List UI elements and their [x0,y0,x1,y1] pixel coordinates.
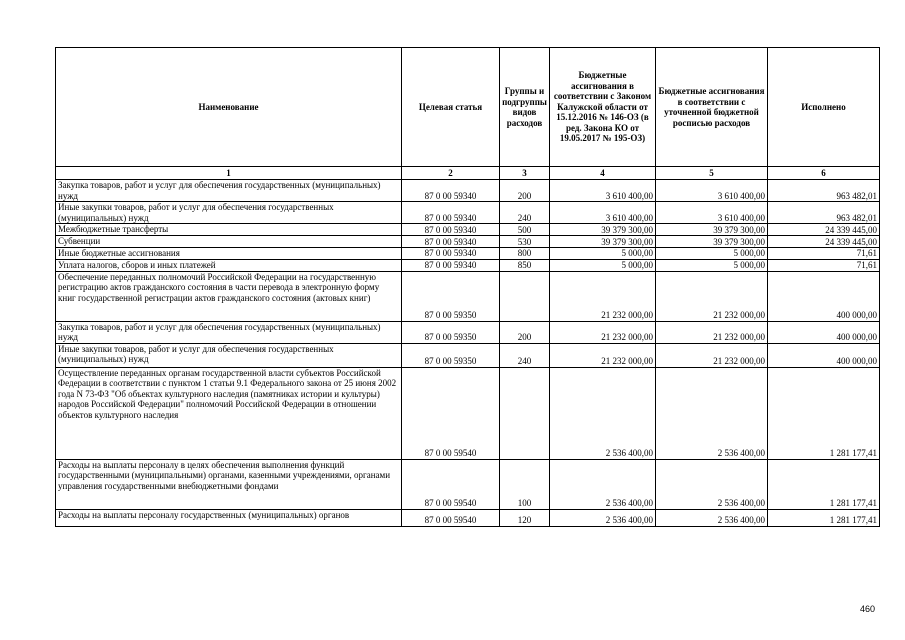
column-number: 1 [56,167,402,180]
cell-done: 71,61 [768,248,880,260]
cell-name: Иные закупки товаров, работ и услуг для обеспечения государственных (муниципальных) нужд [56,202,402,224]
cell-target: 87 0 00 59340 [402,248,500,260]
header-target: Целевая статья [402,48,500,167]
cell-name: Закупка товаров, работ и услуг для обеспечения государственных (муниципальных) нужд [56,180,402,202]
cell-law: 2 536 400,00 [550,367,656,459]
cell-target: 87 0 00 59540 [402,459,500,509]
cell-done: 1 281 177,41 [768,367,880,459]
table-row [56,509,880,526]
cell-law: 2 536 400,00 [550,509,656,526]
cell-target: 87 0 00 59340 [402,236,500,248]
cell-group: 530 [500,236,550,248]
cell-target: 87 0 00 59340 [402,259,500,271]
header-law: Бюджетные ассигнования в соответствии с Законом Калужской области от 15.12.2016 № 146-ОЗ (в ред. Закона КО от 19.05.2017 № 195-ОЗ) [550,48,656,167]
cell-roster: 3 610 400,00 [656,202,768,224]
cell-done: 400 000,00 [768,343,880,367]
cell-roster: 39 379 300,00 [656,236,768,248]
cell-done: 963 482,01 [768,202,880,224]
table-body [56,180,880,527]
cell-name: Иные бюджетные ассигнования [56,248,402,260]
cell-name: Закупка товаров, работ и услуг для обеспечения государственных (муниципальных) нужд [56,321,402,343]
cell-law: 21 232 000,00 [550,271,656,321]
cell-group: 200 [500,180,550,202]
cell-group: 800 [500,248,550,260]
header-row [56,48,880,167]
cell-law: 21 232 000,00 [550,343,656,367]
cell-done: 1 281 177,41 [768,509,880,526]
table-row [56,321,880,343]
table-row [56,202,880,224]
column-number: 2 [402,167,500,180]
cell-done: 71,61 [768,259,880,271]
cell-target: 87 0 00 59350 [402,343,500,367]
cell-name: Уплата налогов, сборов и иных платежей [56,259,402,271]
table-row [56,459,880,509]
cell-law: 3 610 400,00 [550,202,656,224]
cell-law: 39 379 300,00 [550,236,656,248]
cell-target: 87 0 00 59340 [402,224,500,236]
table-row [56,248,880,260]
cell-done: 400 000,00 [768,321,880,343]
column-number: 5 [656,167,768,180]
cell-target: 87 0 00 59350 [402,321,500,343]
cell-roster: 2 536 400,00 [656,509,768,526]
cell-group: 850 [500,259,550,271]
table-row [56,271,880,321]
cell-done: 963 482,01 [768,180,880,202]
cell-law: 2 536 400,00 [550,459,656,509]
cell-group: 240 [500,343,550,367]
cell-law: 5 000,00 [550,259,656,271]
cell-roster: 39 379 300,00 [656,224,768,236]
cell-law: 21 232 000,00 [550,321,656,343]
cell-group: 100 [500,459,550,509]
cell-roster: 21 232 000,00 [656,271,768,321]
cell-name: Обеспечение переданных полномочий Российской Федерации на государственную регистрацию актов гражданского состояния в части перевода в электронную форму книг государственной регистрации актов гражданского состояния (актовых книг) [56,271,402,321]
cell-law: 3 610 400,00 [550,180,656,202]
table-row [56,180,880,202]
cell-done: 1 281 177,41 [768,459,880,509]
column-number-row [56,167,880,180]
cell-roster: 3 610 400,00 [656,180,768,202]
cell-roster: 2 536 400,00 [656,459,768,509]
cell-name: Иные закупки товаров, работ и услуг для обеспечения государственных (муниципальных) нужд [56,343,402,367]
cell-name: Субвенции [56,236,402,248]
cell-group [500,367,550,459]
table-row [56,259,880,271]
cell-done: 24 339 445,00 [768,224,880,236]
cell-roster: 2 536 400,00 [656,367,768,459]
cell-target: 87 0 00 59540 [402,367,500,459]
cell-roster: 5 000,00 [656,259,768,271]
cell-name: Расходы на выплаты персоналу в целях обеспечения выполнения функций государственными (муниципальными) органами, казенными учреждениями, органами управления государственными внебюджетными фондами [56,459,402,509]
budget-table-sheet [55,47,879,527]
cell-target: 87 0 00 59340 [402,202,500,224]
cell-group [500,271,550,321]
cell-done: 24 339 445,00 [768,236,880,248]
cell-group: 500 [500,224,550,236]
page-number: 460 [860,604,876,614]
column-number: 6 [768,167,880,180]
budget-table [55,47,880,527]
cell-name: Расходы на выплаты персоналу государственных (муниципальных) органов [56,509,402,526]
cell-group: 240 [500,202,550,224]
cell-name: Осуществление переданных органам государственной власти субъектов Российской Федерации в соответствии с пунктом 1 статьи 9.1 Федерального закона от 25 июня 2002 года N 73-ФЗ "Об объектах культурного наследия (памятниках истории и культуры) народов Российской Федерации" полномочий Российской Федерации в отношении объектов культурного наследия [56,367,402,459]
column-number: 4 [550,167,656,180]
cell-done: 400 000,00 [768,271,880,321]
table-row [56,343,880,367]
header-name: Наименование [56,48,402,167]
cell-group: 200 [500,321,550,343]
header-done: Исполнено [768,48,880,167]
cell-law: 39 379 300,00 [550,224,656,236]
table-row [56,224,880,236]
table-row [56,236,880,248]
cell-target: 87 0 00 59340 [402,180,500,202]
cell-target: 87 0 00 59540 [402,509,500,526]
table-row [56,367,880,459]
cell-roster: 21 232 000,00 [656,343,768,367]
header-roster: Бюджетные ассигнования в соответствии с уточненной бюджетной росписью расходов [656,48,768,167]
cell-name: Межбюджетные трансферты [56,224,402,236]
column-number: 3 [500,167,550,180]
cell-group: 120 [500,509,550,526]
cell-target: 87 0 00 59350 [402,271,500,321]
cell-law: 5 000,00 [550,248,656,260]
cell-roster: 21 232 000,00 [656,321,768,343]
cell-roster: 5 000,00 [656,248,768,260]
header-group: Группы и подгруппы видов расходов [500,48,550,167]
